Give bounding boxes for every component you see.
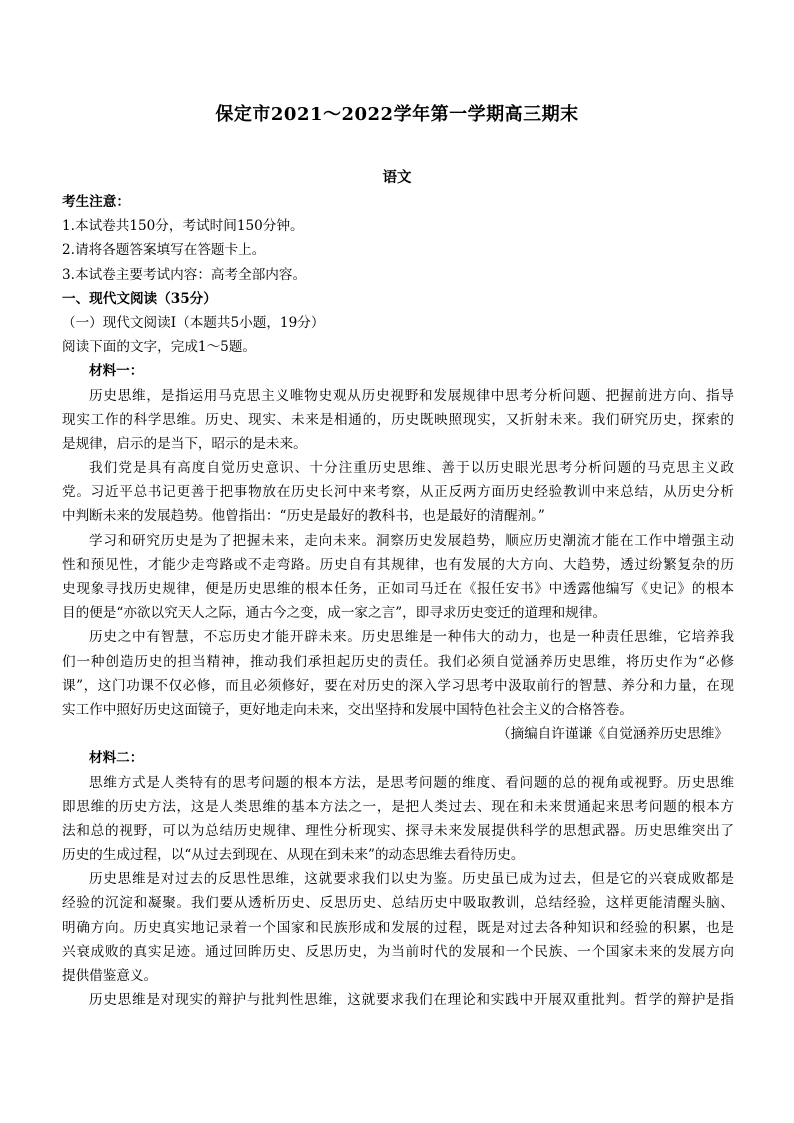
notice-item: 3.本试卷主要考试内容：高考全部内容。 (62, 266, 307, 283)
paragraph-line: 提供借鉴意义。 (62, 968, 158, 984)
paragraph-line: 历史思维是对过去的反思性思维，这就要求我们以史为鉴。历史虽已成为过去，但是它的兴衰成败都是 (89, 871, 734, 888)
subject-title: 语文 (382, 169, 412, 186)
paragraph-line: 历史的生成过程，以“从过去到现在、从现在到未来”的动态思维去看待历史。 (62, 847, 525, 864)
notice-heading: 考生注意： (62, 194, 130, 210)
document-body (62, 190, 734, 1012)
section-heading: 一、现代文阅读（35分） (62, 290, 217, 307)
paragraph-line: 党。习近平总书记更善于把事物放在历史长河中来考察，从正反两方面历史经验教训中来总结，从历史分析 (62, 484, 734, 501)
notice-item: 1.本试卷共150分，考试时间150分钟。 (62, 218, 304, 235)
paragraph-line: 性和预见性，才能少走弯路或不走弯路。历史自有其规律，也有发展的大方向、大趋势，透过纷繁复杂的历 (62, 556, 734, 573)
paragraph-line: 经验的沉淀和凝聚。我们要从透析历史、反思历史、总结历史中吸取教训，总结经验，这样更能清醒头脑、 (62, 895, 734, 912)
paragraph-line: 我们党是具有高度自觉历史意识、十分注重历史思维、善于以历史眼光思考分析问题的马克思主义政 (89, 460, 734, 477)
paragraph-line: 们一种创造历史的担当精神，推动我们承担起历史的责任。我们必须自觉涵养历史思维，将历史作为“必修 (62, 653, 734, 670)
material-label: 材料一： (89, 363, 144, 380)
reading-instruction: 阅读下面的文字，完成1～5题。 (62, 339, 257, 356)
paragraph-line: 历史思维，是指运用马克思主义唯物史观从历史视野和发展规律中思考分析问题、把握前进方向、指导 (89, 387, 734, 404)
paragraph-line: 思维方式是人类特有的思考问题的根本方法，是思考问题的维度、看问题的总的视角或视野。历史思维 (89, 774, 734, 791)
paragraph-line: 是规律，启示的是当下，昭示的是未来。 (62, 435, 307, 452)
paragraph-line: 明确方向。历史真实地记录着一个国家和民族形成和发展的过程，既是对过去各种知识和经验的积累，也是 (62, 919, 734, 936)
paragraph-line: 目的便是“亦欲以究天人之际，通古今之变，成一家之言”，即寻求历史变迁的道理和规律。 (62, 605, 607, 622)
paragraph-line: 课”，这门功课不仅必修，而且必须修好，要在对历史的深入学习思考中汲取前行的智慧、养分和力量，在现 (62, 677, 734, 694)
notice-item: 2.请将各题答案填写在答题卡上。 (62, 242, 266, 259)
paragraph-line: 历史思维是对现实的辩护与批判性思维，这就要求我们在理论和实践中开展双重批判。哲学的辩护是指 (89, 992, 734, 1009)
sub-section-heading: （一）现代文阅读Ⅰ（本题共5小题，19分） (62, 314, 325, 331)
paragraph-line: 实工作中照好历史这面镜子，更好地走向未来，交出坚持和发展中国特色社会主义的合格答卷。 (62, 701, 633, 718)
source-citation: （摘编自许谨谦《自觉涵养历史思维》 (496, 726, 728, 743)
paragraph-line: 历史之中有智慧，不忘历史才能开辟未来。历史思维是一种伟大的动力，也是一种责任思维，它培养我 (89, 629, 734, 646)
paragraph-line: 即思维的历史方法，这是人类思维的基本方法之一，是把人类过去、现在和未来贯通起来思考问题的根本方 (62, 798, 734, 815)
paragraph-line: 中判断未来的发展趋势。他曾指出：“历史是最好的教科书，也是最好的清醒剂。” (62, 508, 545, 525)
paragraph-line: 兴衰成败的真实足迹。通过回眸历史、反思历史，为当前时代的发展和一个民族、一个国家未来的发展方向 (62, 943, 734, 960)
paragraph-line: 法和总的视野，可以为总结历史规律、理性分析现实、探寻未来发展提供科学的思想武器。历史思维突出了 (62, 822, 734, 839)
material-label: 材料二： (89, 750, 144, 767)
paragraph-line: 学习和研究历史是为了把握未来，走向未来。洞察历史发展趋势，顺应历史潮流才能在工作中增强主动 (89, 532, 734, 549)
paragraph-line: 史现象寻找历史规律，便是历史思维的根本任务，正如司马迁在《报任安书》中透露他编写《史记》的根本 (62, 581, 734, 597)
exam-title: 保定市2021～2022学年第一学期高三期末 (215, 104, 579, 125)
paragraph-line: 现实工作的科学思维。历史、现实、未来是相通的，历史既映照现实，又折射未来。我们研究历史，探索的 (62, 411, 734, 428)
